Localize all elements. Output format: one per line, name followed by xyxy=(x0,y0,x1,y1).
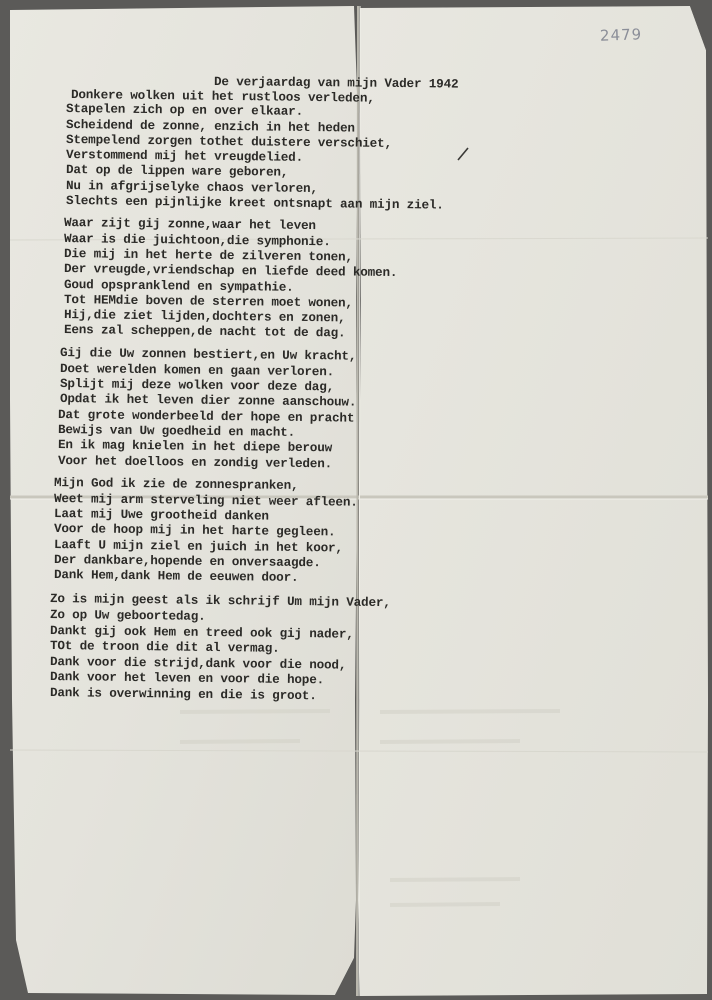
poem-line: Dank Hem,dank Hem de eeuwen door. xyxy=(53,568,299,585)
poem-line: Doet werelden komen en gaan verloren. xyxy=(59,362,335,380)
poem-line: Goud opspranklend en sympathie. xyxy=(63,278,294,295)
poem-line: Scheidend de zonne, enzich in het heden xyxy=(65,118,355,136)
poem-line: Waar zijt gij zonne,waar het leven xyxy=(63,216,316,234)
archive-number: 2479 xyxy=(599,25,643,45)
poem-line: Zo is mijn geest als ik schrijf Um mijn Vader, xyxy=(49,592,391,611)
poem-line: Dank is overwinning en die is groot. xyxy=(49,686,317,704)
poem-line: Dank voor het leven en voor die hope. xyxy=(49,670,325,688)
poem-line: Voor de hoop mij in het harte gegleen. xyxy=(53,522,336,540)
poem-line: Tot HEMdie boven de sterren moet wonen, xyxy=(63,293,353,311)
poem-line: Splijt mij deze wolken voor deze dag, xyxy=(59,377,335,395)
poem-line: Hij,die ziet lijden,dochters en zonen, xyxy=(63,308,346,326)
poem-line: En ik mag knielen in het diepe berouw xyxy=(57,438,333,456)
poem-line: Opdat ik het leven dier zonne aanschouw. xyxy=(59,392,357,410)
poem-line: Laaft U mijn ziel en juich in het koor, xyxy=(53,538,343,556)
poem-line: Dat op de lippen ware geboren, xyxy=(65,163,289,180)
poem-line: Der vreugde,vriendschap en liefde deed komen. xyxy=(63,262,398,281)
poem-line: Laat mij Uwe grootheid danken xyxy=(53,507,269,524)
poem-line: Stempelend zorgen tothet duistere verschiet, xyxy=(65,133,392,151)
poem-line: Verstommend mij het vreugdelied. xyxy=(65,148,304,165)
poem-line: TOt de troon die dit al vermag. xyxy=(49,639,280,656)
poem-line: Dat grote wonderbeeld der hope en pracht xyxy=(57,408,355,426)
poem-line: Waar is die juichtoon,die symphonie. xyxy=(63,232,331,250)
poem-line: Slechts een pijnlijke kreet ontsnapt aan mijn ziel. xyxy=(65,194,444,213)
poem-line: Die mij in het herte de zilveren tonen, xyxy=(63,247,353,265)
poem-line: Mijn God ik zie de zonnespranken, xyxy=(53,476,299,493)
poem-line: Zo op Uw geboortedag. xyxy=(49,608,206,624)
poem-line: Stapelen zich op en over elkaar. xyxy=(65,102,304,119)
poem-line: Weet mij arm sterveling niet weer afleen. xyxy=(53,492,358,510)
poem-line: Eens zal scheppen,de nacht tot de dag. xyxy=(63,323,346,341)
poem-line: Gij die Uw zonnen bestiert,en Uw kracht, xyxy=(59,346,357,364)
poem-line: Nu in afgrijselyke chaos verloren, xyxy=(65,179,318,197)
poem-line: Dank voor die strijd,dank voor die nood, xyxy=(49,655,347,673)
poem-line: Bewijs van Uw goedheid en macht. xyxy=(57,423,296,440)
poem-line: Der dankbare,hopende en onversaagde. xyxy=(53,553,321,571)
poem-line: Voor het doelloos en zondig verleden. xyxy=(57,454,333,472)
poem-line: Donkere wolken uit het rustloos verleden, xyxy=(70,88,375,106)
poem-title: De verjaardag van mijn Vader 1942 xyxy=(213,75,459,92)
poem-line: Dankt gij ook Hem en treed ook gij nader, xyxy=(49,624,354,642)
